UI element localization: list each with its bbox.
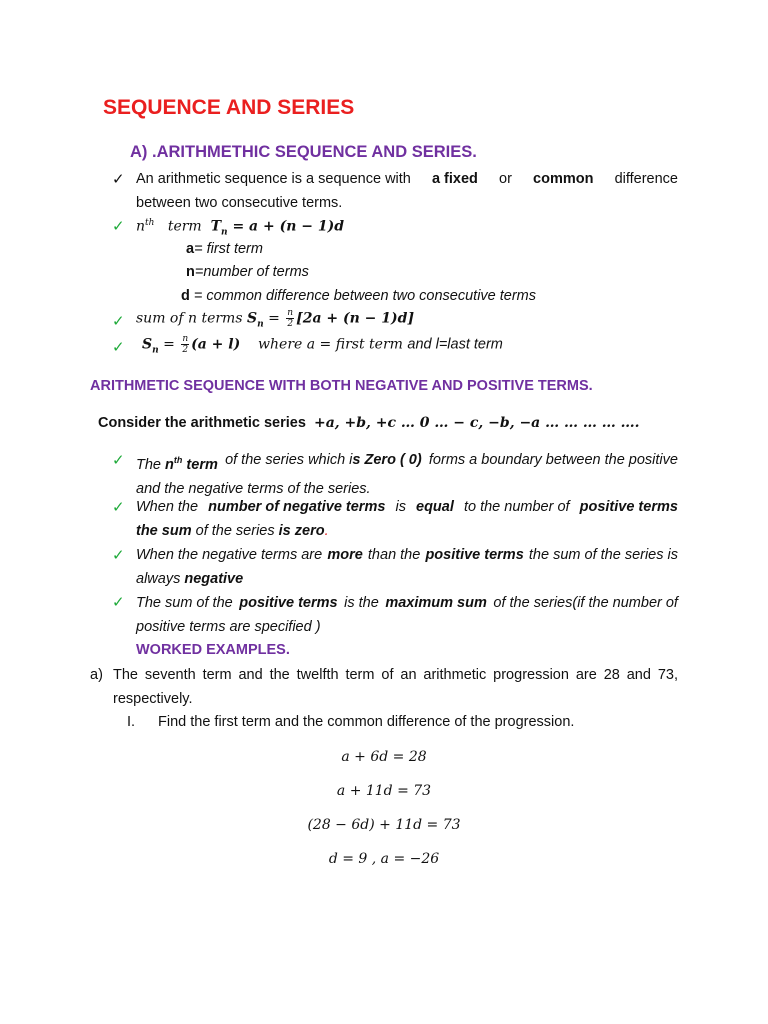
text: n bbox=[152, 345, 159, 356]
text: n bbox=[136, 218, 146, 235]
nth-term-formula bbox=[136, 218, 344, 237]
definition-n bbox=[186, 261, 309, 285]
text: equal bbox=[416, 499, 454, 515]
text: positive terms bbox=[579, 499, 678, 515]
text: positive terms bbox=[239, 595, 338, 611]
text: and the negative terms of the series. bbox=[136, 480, 371, 497]
text: a + 6d = 28 bbox=[341, 749, 427, 765]
checkmark-icon: ✓ bbox=[112, 451, 125, 469]
equation-3 bbox=[0, 816, 768, 834]
text: and l=last term bbox=[407, 336, 503, 353]
text: common bbox=[533, 171, 594, 187]
bullet-maximum-sum bbox=[136, 592, 678, 640]
text: than the bbox=[367, 547, 421, 563]
text: th bbox=[173, 455, 183, 465]
text: The seventh term and the twelfth term of an arithmetic progression are 28 and 73, bbox=[113, 667, 678, 683]
sub-question-text: Find the first term and the common difference of the progression. bbox=[158, 714, 575, 730]
equation-2 bbox=[0, 782, 768, 800]
text: An arithmetic sequence is a sequence with bbox=[136, 171, 411, 187]
text: respectively. bbox=[113, 690, 193, 707]
checkmark-icon: ✓ bbox=[112, 498, 125, 516]
text: S bbox=[142, 336, 153, 353]
text: The sum of the bbox=[136, 595, 233, 611]
text: term bbox=[167, 218, 202, 235]
example-question bbox=[113, 664, 678, 712]
text: = common difference between two consecutive terms bbox=[189, 288, 537, 304]
text: (28 − 6d) + 11d = 73 bbox=[307, 817, 461, 833]
text: term bbox=[186, 456, 218, 473]
text: d = 9 , a = −26 bbox=[328, 851, 440, 867]
bullet-nth-zero bbox=[136, 449, 678, 501]
text: s Zero ( 0) bbox=[352, 452, 422, 468]
text: a bbox=[186, 241, 195, 257]
fraction bbox=[286, 308, 294, 329]
consider-line bbox=[98, 415, 639, 431]
text: more bbox=[327, 547, 363, 563]
fraction bbox=[181, 334, 189, 355]
text: to the number of bbox=[463, 499, 570, 515]
text: When the bbox=[136, 499, 199, 515]
text: maximum sum bbox=[385, 595, 487, 611]
text: T bbox=[210, 218, 222, 235]
text: +a, +b, +c … 0 … − c, −b, −a … … … … …. bbox=[313, 415, 640, 431]
text: = bbox=[263, 310, 285, 327]
text: forms a boundary between the positive bbox=[428, 452, 678, 468]
text: 2 bbox=[287, 319, 294, 329]
text: . bbox=[324, 522, 329, 539]
text: sum of n terms bbox=[136, 310, 243, 327]
equation-1 bbox=[0, 748, 768, 766]
page-title: SEQUENCE AND SERIES bbox=[103, 96, 355, 119]
example-label: a) bbox=[90, 667, 103, 683]
checkmark-icon: ✓ bbox=[112, 546, 125, 564]
checkmark-icon: ✓ bbox=[112, 593, 125, 611]
text: n bbox=[165, 456, 174, 473]
sub-question-label: I. bbox=[127, 714, 136, 730]
text: n bbox=[257, 319, 264, 330]
section-heading-negative-positive: ARITHMETIC SEQUENCE WITH BOTH NEGATIVE AND POSITIVE TERMS. bbox=[90, 378, 593, 394]
checkmark-icon: ✓ bbox=[112, 338, 125, 356]
text: negative bbox=[184, 570, 244, 587]
text: the sum of the series is bbox=[528, 547, 678, 563]
sum-formula-last-term bbox=[142, 334, 503, 355]
text: The bbox=[136, 456, 161, 473]
section-heading-worked-examples: WORKED EXAMPLES. bbox=[136, 642, 290, 658]
text: a + 11d = 73 bbox=[336, 783, 432, 799]
text: n bbox=[186, 264, 195, 280]
text: of the series bbox=[195, 522, 275, 539]
text: is zero bbox=[278, 522, 325, 539]
text: th bbox=[145, 218, 155, 228]
text: = first term bbox=[194, 241, 263, 257]
text: positive terms bbox=[425, 547, 524, 563]
text: =number of terms bbox=[194, 264, 309, 280]
text: where a = first term bbox=[258, 336, 403, 353]
text: positive terms are specified ) bbox=[136, 618, 321, 635]
text: always bbox=[136, 570, 181, 587]
text: n bbox=[182, 334, 189, 344]
text: (a + l) bbox=[191, 336, 241, 353]
text: 2 bbox=[182, 345, 189, 355]
text: between two consecutive terms. bbox=[136, 194, 343, 211]
text: When the negative terms are bbox=[136, 547, 323, 563]
definition-d bbox=[181, 285, 536, 309]
bullet-equal-terms bbox=[136, 496, 678, 544]
text: number of negative terms bbox=[208, 499, 386, 515]
text: a fixed bbox=[431, 171, 478, 187]
text: n bbox=[287, 308, 294, 318]
sum-formula bbox=[136, 308, 414, 329]
text: of the series(if the number of bbox=[493, 595, 678, 611]
text: of the series which i bbox=[225, 452, 353, 468]
text: Consider the arithmetic series bbox=[98, 415, 306, 431]
section-heading-arithmetic: A) .ARITHMETHIC SEQUENCE AND SERIES. bbox=[130, 143, 477, 161]
text: d bbox=[181, 288, 190, 304]
checkmark-icon: ✓ bbox=[112, 170, 125, 188]
text: or bbox=[499, 171, 512, 187]
equation-4 bbox=[0, 850, 768, 868]
checkmark-icon: ✓ bbox=[112, 312, 125, 330]
text: = bbox=[158, 336, 180, 353]
bullet-negative-more bbox=[136, 544, 678, 592]
text: n bbox=[221, 227, 228, 238]
text: [2a + (n − 1)d] bbox=[296, 310, 415, 327]
text: the sum bbox=[136, 522, 192, 539]
definition-a bbox=[186, 238, 263, 262]
bullet-definition bbox=[136, 168, 678, 216]
text: S bbox=[246, 310, 258, 327]
text: difference bbox=[614, 171, 678, 187]
text: = a + (n − 1)d bbox=[227, 218, 345, 235]
text: is bbox=[395, 499, 406, 515]
checkmark-icon: ✓ bbox=[112, 217, 125, 235]
text: is the bbox=[344, 595, 379, 611]
